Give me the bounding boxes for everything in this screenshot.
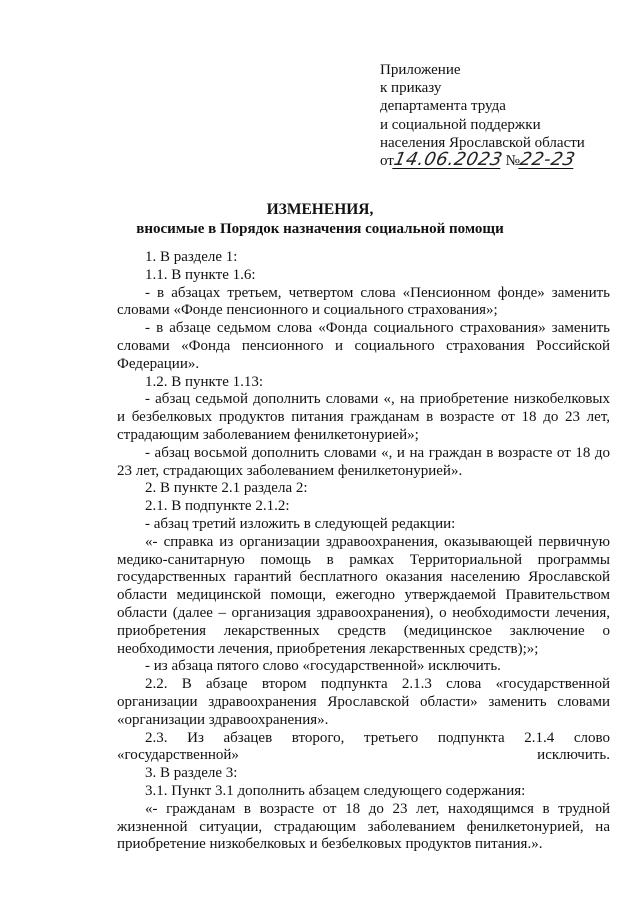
paragraph: - в абзаце седьмом слова «Фонда социального страхования» заменить словами «Фонда пенсионного и социального страхования Российской Федерации». xyxy=(117,320,610,372)
document-title: ИЗМЕНЕНИЯ, xyxy=(266,201,374,218)
appendix-line: Приложение xyxy=(380,62,461,78)
number-prefix: № xyxy=(505,153,520,170)
paragraph: 2.3. Из абзацев второго, третьего подпункта 2.1.4 слово «государственной» исключить. xyxy=(117,729,610,764)
paragraph: 1.1. В пункте 1.6: xyxy=(145,266,256,283)
paragraph: «- справка из организации здравоохранения, оказывающей первичную медико-санитарную помощь в рамках Территориальной программы государственных гарантий бесплатного оказания населению Ярославской области медицинской помощи, ежегодно утверждаемой Правительством области (далее – организация здравоохранения), о необходимости лечения, приобретения лекарственных средств (медицинское заключение о необходимости лечения, приобретения лекарственных средств);»; xyxy=(117,533,610,657)
paragraph: - абзац седьмой дополнить словами «, на приобретение низкобелковых и безбелковых продуктов питания гражданам в возрасте от 18 до 23 лет, страдающим заболеванием фенилкетонурией»; xyxy=(117,391,610,443)
order-date-number-line xyxy=(380,149,585,171)
paragraph: 1.2. В пункте 1.13: xyxy=(145,373,264,390)
appendix-line: к приказу xyxy=(380,80,442,97)
date-prefix: от xyxy=(380,153,394,170)
paragraph: 2. В пункте 2.1 раздела 2: xyxy=(145,480,308,497)
paragraph: - из абзаца пятого слово «государственной» исключить. xyxy=(145,658,501,675)
paragraph: «- гражданам в возрасте от 18 до 23 лет, находящимся в трудной жизненной ситуации, страдающим заболеванием фенилкетонурией, на приобретение низкобелковых и безбелковых продуктов питания.». xyxy=(117,800,610,853)
paragraph: 3. В разделе 3: xyxy=(145,765,238,782)
paragraph: - в абзацах третьем, четвертом слова «Пенсионном фонде» заменить словами «Фонде пенсионного и социального страхования»; xyxy=(117,284,610,319)
paragraph: 1. В разделе 1: xyxy=(145,249,238,265)
appendix-line: населения Ярославской области xyxy=(380,134,585,151)
paragraph: - абзац третий изложить в следующей редакции: xyxy=(145,515,456,532)
handwritten-number: 22-23 xyxy=(517,149,578,171)
paragraph: 2.1. В подпункте 2.1.2: xyxy=(145,498,290,515)
handwritten-date: 14.06.2023 xyxy=(391,149,505,171)
document-body xyxy=(117,249,610,854)
appendix-line: и социальной поддержки xyxy=(380,116,541,133)
appendix-header xyxy=(380,61,585,170)
paragraph: 3.1. Пункт 3.1 дополнить абзацем следующего содержания: xyxy=(145,782,526,799)
paragraph: - абзац восьмой дополнить словами «, и на граждан в возрасте от 18 до 23 лет, страдающих заболеванием фенилкетонурией». xyxy=(117,444,610,479)
appendix-line: департамента труда xyxy=(380,98,506,115)
document-subtitle: вносимые в Порядок назначения социальной помощи xyxy=(136,221,504,237)
paragraph: 2.2. В абзаце втором подпункта 2.1.3 слова «государственной организации здравоохранения Ярославской области» заменить словами «организации здравоохранения». xyxy=(117,676,610,728)
